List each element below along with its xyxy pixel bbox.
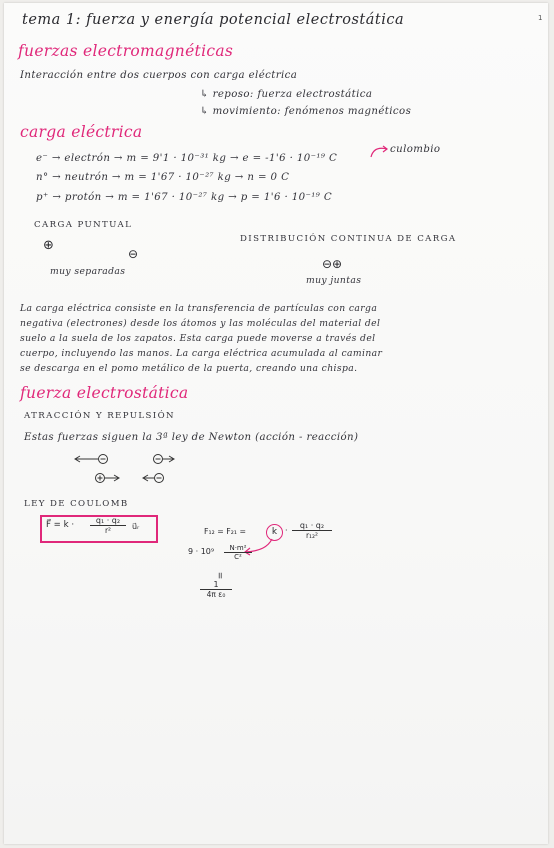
force-equality: F₁₂ = F₂₁ = <box>204 527 246 536</box>
electron-line: e⁻ → electrón → m = 9'1 · 10⁻³¹ kg → e = -1'6 · 10⁻¹⁹ C <box>36 153 338 164</box>
curved-arrow-icon <box>369 145 389 159</box>
coulomb-law-title: LEY DE COULOMB <box>24 499 129 509</box>
k-units <box>224 544 252 561</box>
point-charge-label: CARGA PUNTUAL <box>34 220 133 230</box>
formula-lhs: F⃗ = k · <box>46 520 75 530</box>
section-heading-electrostatic: fuerza electrostática <box>20 384 189 402</box>
section-heading-electromagnetic: fuerzas electromagnéticas <box>18 42 234 60</box>
k-units-denominator: C² <box>234 553 242 561</box>
k-alt-denominator: 4π ε₀ <box>206 590 226 599</box>
k-constant-circled: k <box>266 524 283 541</box>
formula-denominator: r² <box>104 526 112 535</box>
k-units-numerator: N·m² <box>224 544 252 553</box>
movement-line: ↳ movimiento: fenómenos magnéticos <box>200 106 412 117</box>
rhs-denominator: r₁₂² <box>305 531 319 540</box>
equals-rotated: = <box>214 571 225 580</box>
paragraph-line: La carga eléctrica consiste en la transferencia de partículas con carga <box>20 303 378 314</box>
formula-fraction <box>90 516 126 535</box>
force-arrows-diagram <box>70 451 180 491</box>
notebook-page <box>4 3 548 844</box>
formula-unit-vector: u⃗ᵣ <box>132 522 140 531</box>
charge-pair-icon: ⊖⊕ <box>322 257 343 271</box>
rhs-fraction <box>292 521 332 540</box>
minus-charge-icon: ⊖ <box>128 247 139 261</box>
k-alt-fraction <box>200 580 232 599</box>
rhs-numerator: q₁ · q₂ <box>292 521 332 531</box>
section-heading-charge: carga eléctrica <box>20 123 143 141</box>
proton-line: p⁺ → protón → m = 1'67 · 10⁻²⁷ kg → p = 1'6 · 10⁻¹⁹ C <box>36 192 333 203</box>
continuous-distribution-label: DISTRIBUCIÓN CONTINUA DE CARGA <box>240 234 457 244</box>
page-number: 1 <box>538 14 543 22</box>
attraction-repulsion-label: ATRACCIÓN Y REPULSIÓN <box>24 411 175 421</box>
paragraph-line: negativa (electrones) desde los átomos y las moléculas del material del <box>20 318 381 329</box>
k-value: 9 · 10⁹ <box>188 547 215 556</box>
coulomb-note: culombio <box>390 144 441 155</box>
plus-charge-icon: ⊕ <box>43 238 54 253</box>
rest-line: ↳ reposo: fuerza electrostática <box>200 89 373 100</box>
k-alt-numerator: 1 <box>200 580 232 590</box>
close-together-label: muy juntas <box>306 275 362 286</box>
newton-law-line: Estas fuerzas siguen la 3ª ley de Newton (acción - reacción) <box>24 432 359 443</box>
intro-line: Interacción entre dos cuerpos con carga eléctrica <box>20 70 298 81</box>
far-apart-label: muy separadas <box>50 266 126 277</box>
paragraph-line: suelo a la suela de los zapatos. Esta carga puede moverse a través del <box>20 333 376 344</box>
neutron-line: n° → neutrón → m = 1'67 · 10⁻²⁷ kg → n = 0 C <box>36 172 290 183</box>
formula-numerator: q₁ · q₂ <box>90 516 126 526</box>
multiply-dot: · <box>285 526 288 535</box>
page-title: tema 1: fuerza y energía potencial electrostática <box>22 12 405 28</box>
paragraph-line: se descarga en el pomo metálico de la puerta, creando una chispa. <box>20 363 358 374</box>
paragraph-line: cuerpo, incluyendo las manos. La carga eléctrica acumulada al caminar <box>20 348 383 359</box>
